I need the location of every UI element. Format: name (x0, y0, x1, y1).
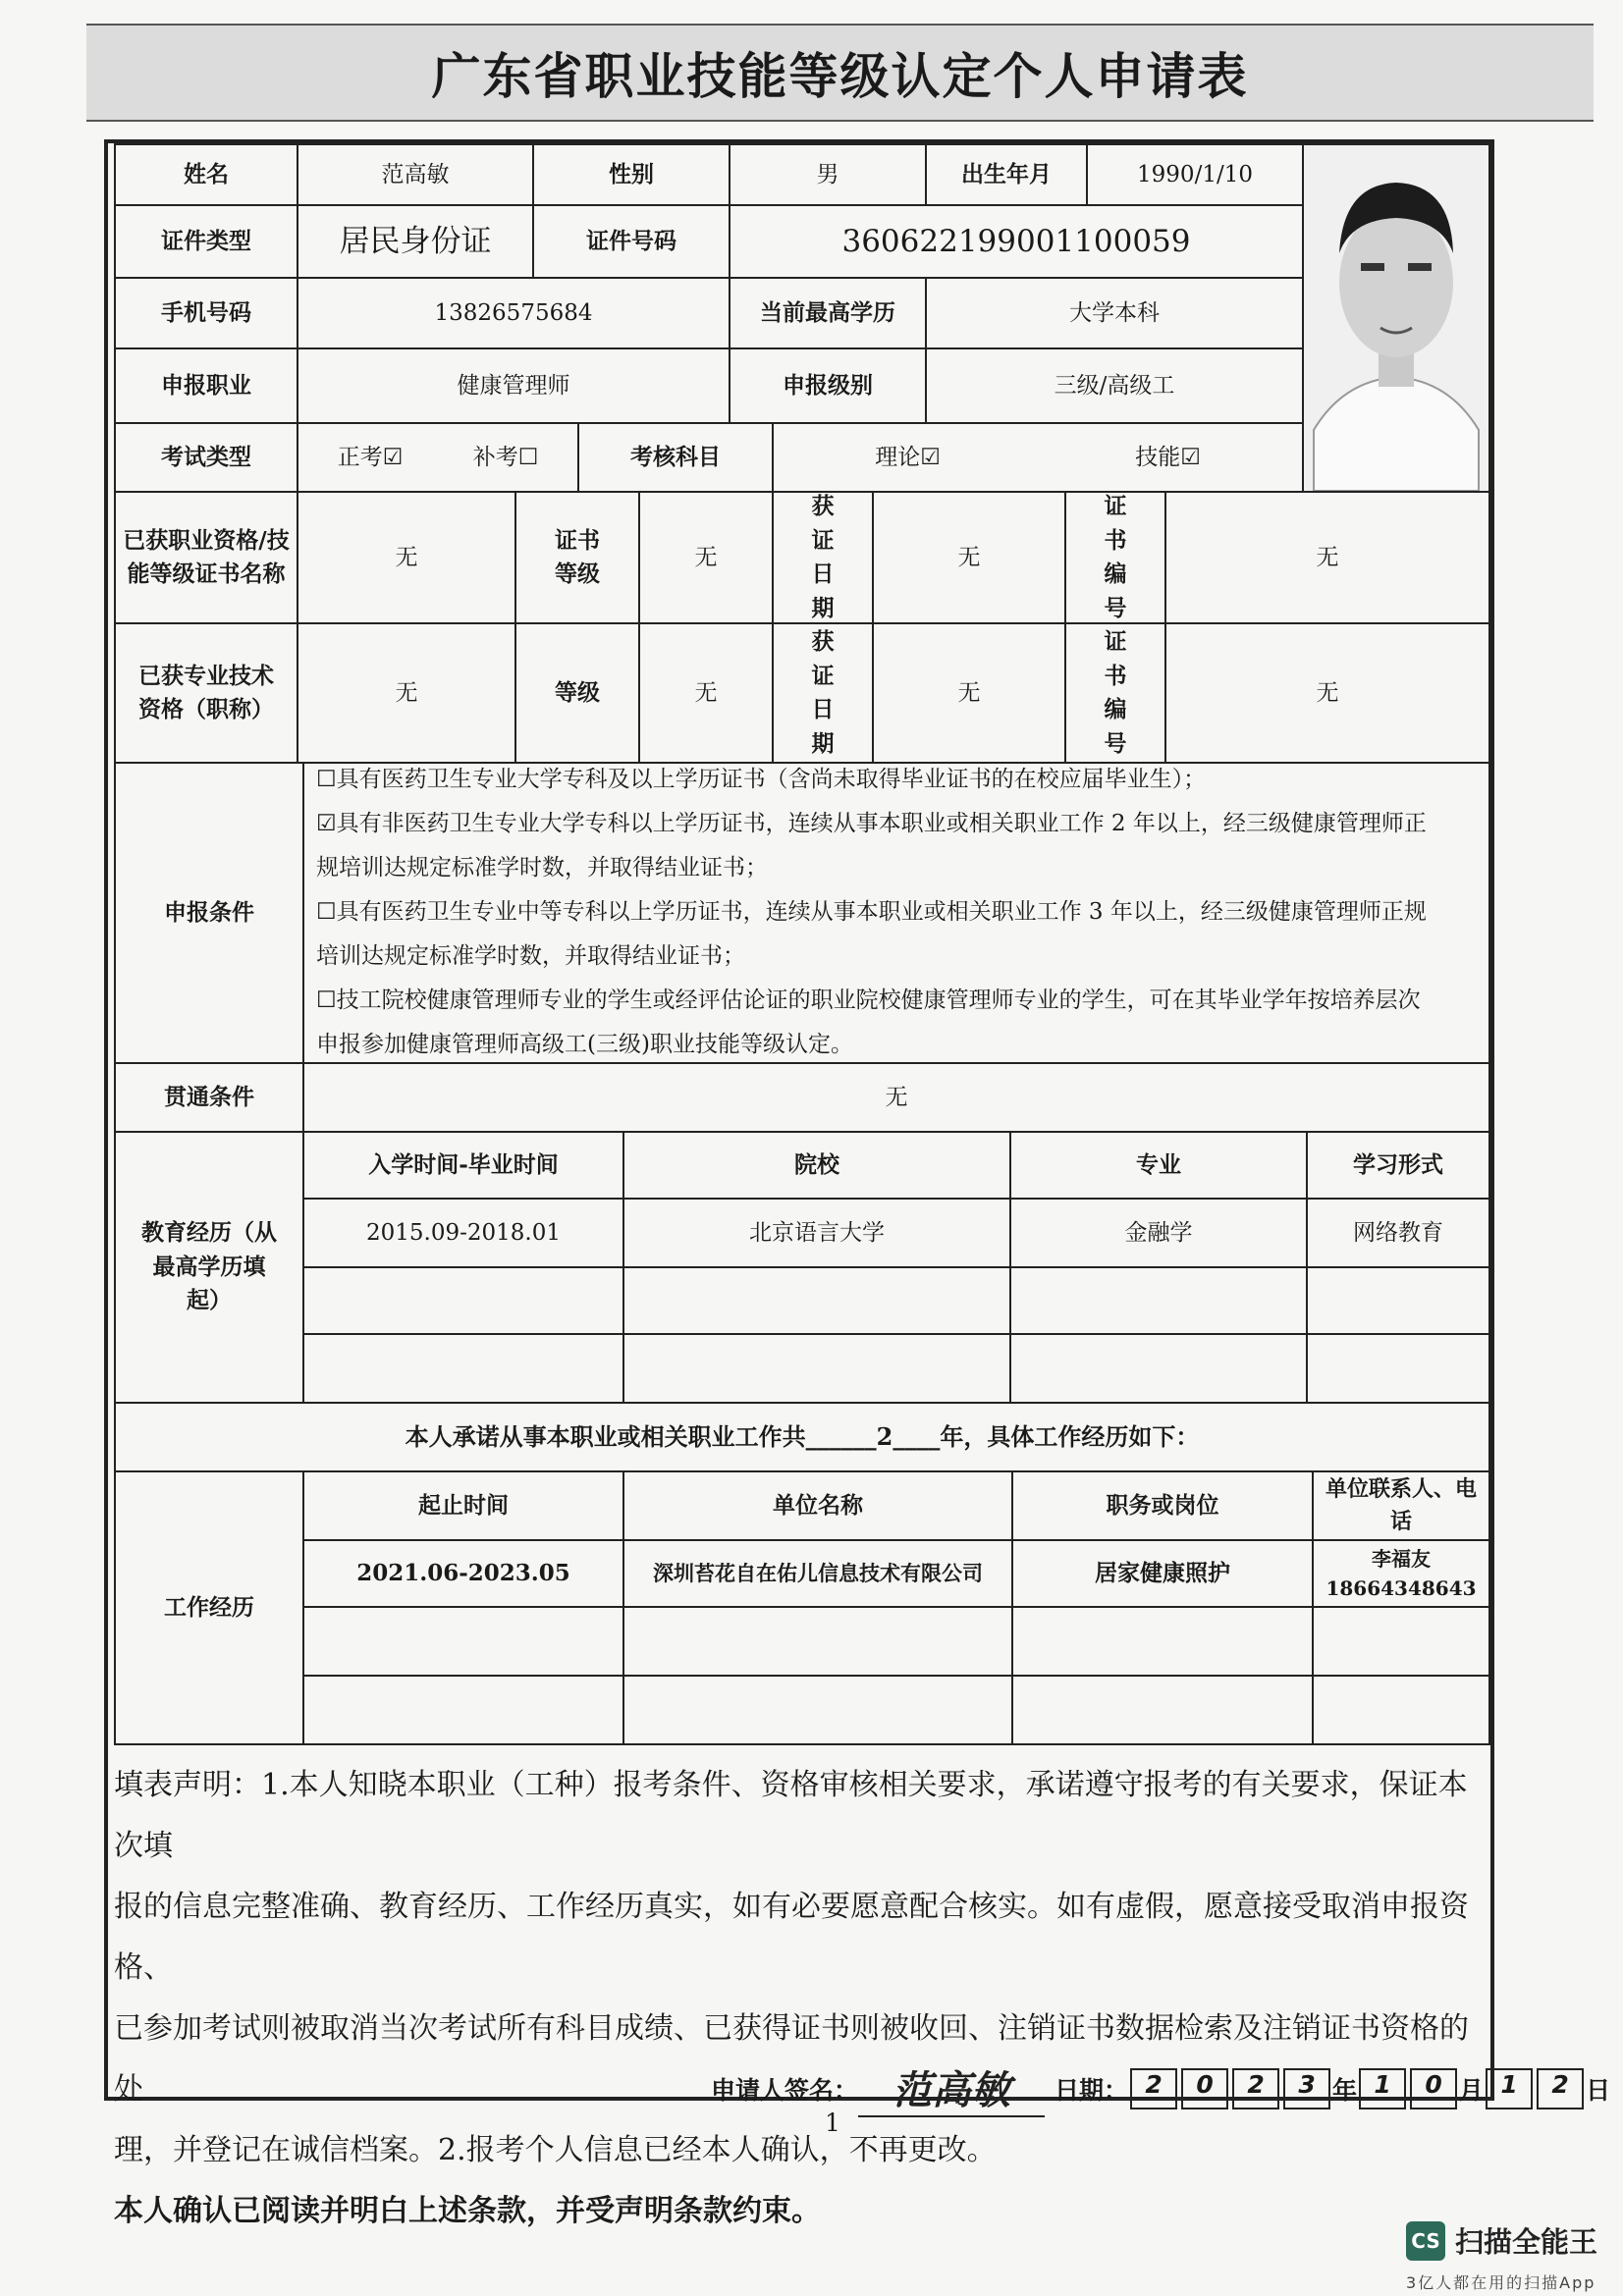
work-empty-cell (1011, 1675, 1314, 1745)
scanner-app-name: 扫描全能王 (1455, 2225, 1598, 2259)
applicant-photo (1302, 143, 1490, 493)
cert-date-label: 获证日期 (772, 491, 874, 624)
month-unit: 月 (1459, 2075, 1485, 2105)
gender-value: 男 (729, 143, 927, 206)
name-value: 范高敏 (297, 143, 534, 206)
name-label: 姓名 (114, 143, 298, 206)
condition-line: ☑具有非医药卫生专业大学专科以上学历证书，连续从事本职业或相关职业工作 2 年以上，经三级健康管理师正 (316, 811, 1427, 836)
birth-value: 1990/1/10 (1086, 143, 1304, 206)
year-digit[interactable]: 0 (1181, 2068, 1228, 2109)
level-label: 申报级别 (729, 347, 927, 424)
phone-label: 手机号码 (114, 277, 298, 349)
edu-label: 当前最高学历 (729, 277, 927, 349)
id-no-label: 证件号码 (532, 204, 730, 279)
title-grade-value: 无 (638, 622, 774, 764)
signature-row (711, 2059, 1610, 2117)
edu-header-mode: 学习形式 (1306, 1131, 1490, 1200)
title-bar (86, 24, 1594, 122)
title-cert-value: 无 (297, 622, 516, 764)
skill-checkbox[interactable]: 技能☑ (1135, 444, 1201, 470)
work-header-position: 职务或岗位 (1011, 1470, 1314, 1541)
cert-date-value: 无 (872, 491, 1066, 624)
cert-no-value: 无 (1164, 491, 1490, 624)
page-number: 1 (825, 2109, 840, 2137)
declaration-confirm: 本人确认已阅读并明白上述条款，并受声明条款约束。 (114, 2194, 821, 2228)
work-header-company: 单位名称 (622, 1470, 1013, 1541)
work-commitment: 本人承诺从事本职业或相关职业工作共______2____年，具体工作经历如下： (114, 1402, 1490, 1472)
edu-value: 大学本科 (925, 277, 1304, 349)
edu-header-period: 入学时间-毕业时间 (302, 1131, 624, 1200)
job-label: 申报职业 (114, 347, 298, 424)
edu-empty-cell (1009, 1266, 1308, 1335)
phone-value: 13826575684 (297, 277, 730, 349)
edu-header-major: 专业 (1009, 1131, 1308, 1200)
title-date-value: 无 (872, 622, 1066, 764)
cert-grade-label: 证书等级 (514, 491, 640, 624)
cert-no-label: 证书编号 (1064, 491, 1166, 624)
edu-empty-cell (622, 1266, 1011, 1335)
declaration (114, 1755, 1488, 2242)
work-empty-cell (1011, 1606, 1314, 1677)
through-value: 无 (302, 1062, 1490, 1133)
level-value: 三级/高级工 (925, 347, 1304, 424)
work-header-period: 起止时间 (302, 1470, 624, 1541)
bukao-checkbox[interactable]: 补考☐ (472, 444, 539, 470)
title-no-label: 证书编号 (1064, 622, 1166, 764)
edu-empty-cell (302, 1333, 624, 1404)
title-date-label: 获证日期 (772, 622, 874, 764)
education-label: 教育经历（从最高学历填起） (114, 1131, 304, 1404)
edu-school: 北京语言大学 (622, 1198, 1011, 1268)
theory-checkbox[interactable]: 理论☑ (875, 444, 941, 470)
cert-grade-value: 无 (638, 491, 774, 624)
year-unit: 年 (1332, 2075, 1358, 2105)
work-header-contact: 单位联系人、电话 (1312, 1470, 1490, 1541)
person-photo-icon (1304, 145, 1488, 491)
work-empty-cell (302, 1606, 624, 1677)
edu-empty-cell (1306, 1333, 1490, 1404)
day-digit[interactable]: 2 (1537, 2068, 1584, 2109)
year-digit[interactable]: 2 (1232, 2068, 1279, 2109)
cs-logo-icon: CS (1406, 2221, 1445, 2261)
work-contact: 李福友 18664348643 (1312, 1539, 1490, 1608)
edu-period: 2015.09-2018.01 (302, 1198, 624, 1268)
declaration-line: 理，并登记在诚信档案。2.报考个人信息已经本人确认，不再更改。 (114, 2133, 997, 2167)
edu-empty-cell (622, 1333, 1011, 1404)
edu-header-school: 院校 (622, 1131, 1011, 1200)
work-empty-cell (1312, 1606, 1490, 1677)
work-label: 工作经历 (114, 1470, 304, 1745)
month-digit[interactable]: 1 (1359, 2068, 1406, 2109)
id-no-value: 360622199001100059 (729, 204, 1304, 279)
subject-label: 考核科目 (577, 422, 774, 493)
zhengkao-checkbox[interactable]: 正考☑ (337, 444, 404, 470)
scanner-app-slogan: 3亿人都在用的扫描App (1406, 2273, 1596, 2292)
declaration-line: 填表声明：1.本人知晓本职业（工种）报考条件、资格审核相关要求，承诺遵守报考的有关要求，保证本次填 (114, 1768, 1468, 1863)
day-digit[interactable]: 1 (1486, 2068, 1533, 2109)
edu-mode: 网络教育 (1306, 1198, 1490, 1268)
condition-line: ☐具有医药卫生专业中等专科以上学历证书，连续从事本职业或相关职业工作 3 年以上，经三级健康管理师正规 (316, 899, 1427, 925)
through-label: 贯通条件 (114, 1062, 304, 1133)
title-grade-label: 等级 (514, 622, 640, 764)
work-empty-cell (1312, 1675, 1490, 1745)
id-type-label: 证件类型 (114, 204, 298, 279)
edu-empty-cell (1009, 1333, 1308, 1404)
condition-line: ☐技工院校健康管理师专业的学生或经评估论证的职业院校健康管理师专业的学生，可在其毕业学年按培养层次 (316, 988, 1421, 1013)
condition-line: ☐具有医药卫生专业大学专科及以上学历证书（含尚未取得毕业证书的在校应届毕业生）； (316, 767, 1207, 792)
cert-name-value: 无 (297, 491, 516, 624)
title-no-value: 无 (1164, 622, 1490, 764)
conditions-label: 申报条件 (114, 762, 304, 1064)
edu-major: 金融学 (1009, 1198, 1308, 1268)
declaration-line: 报的信息完整准确、教育经历、工作经历真实，如有必要愿意配合核实。如有虚假，愿意接受取消申报资格、 (114, 1890, 1469, 1985)
conditions-list (316, 758, 1485, 1067)
exam-type-label: 考试类型 (114, 422, 298, 493)
edu-empty-cell (302, 1266, 624, 1335)
work-empty-cell (302, 1675, 624, 1745)
birth-label: 出生年月 (925, 143, 1088, 206)
day-unit: 日 (1586, 2075, 1611, 2105)
year-digit[interactable]: 3 (1283, 2068, 1330, 2109)
signature-label: 申请人签名： (711, 2075, 859, 2105)
month-digit[interactable]: 0 (1410, 2068, 1457, 2109)
signature-name[interactable]: 范高敏 (858, 2059, 1045, 2117)
job-value: 健康管理师 (297, 347, 730, 424)
declaration-line: 已参加考试则被取消当次考试所有科目成绩、已获得证书则被收回、注销证书数据检索及注销证书资格的处 (114, 2011, 1469, 2107)
subject-options (772, 422, 1304, 493)
id-type-value: 居民身份证 (297, 204, 534, 279)
scanner-badge (1406, 2220, 1597, 2261)
work-empty-cell (622, 1675, 1013, 1745)
exam-type-options (297, 422, 579, 493)
form-title: 广东省职业技能等级认定个人申请表 (431, 47, 1249, 105)
condition-line: 规培训达规定标准学时数，并取得结业证书； (316, 855, 768, 881)
work-position: 居家健康照护 (1011, 1539, 1314, 1608)
condition-line: 申报参加健康管理师高级工(三级)职业技能等级认定。 (316, 1032, 853, 1057)
year-digit[interactable]: 2 (1130, 2068, 1177, 2109)
edu-empty-cell (1306, 1266, 1490, 1335)
work-period: 2021.06-2023.05 (302, 1539, 624, 1608)
cert-name-label: 已获职业资格/技能等级证书名称 (114, 491, 298, 624)
work-empty-cell (622, 1606, 1013, 1677)
work-company: 深圳苔花自在佑儿信息技术有限公司 (622, 1539, 1013, 1608)
condition-line: 培训达规定标准学时数，并取得结业证书； (316, 943, 745, 969)
date-label: 日期： (1055, 2075, 1129, 2105)
title-cert-label: 已获专业技术资格（职称） (114, 622, 298, 764)
gender-label: 性别 (532, 143, 730, 206)
